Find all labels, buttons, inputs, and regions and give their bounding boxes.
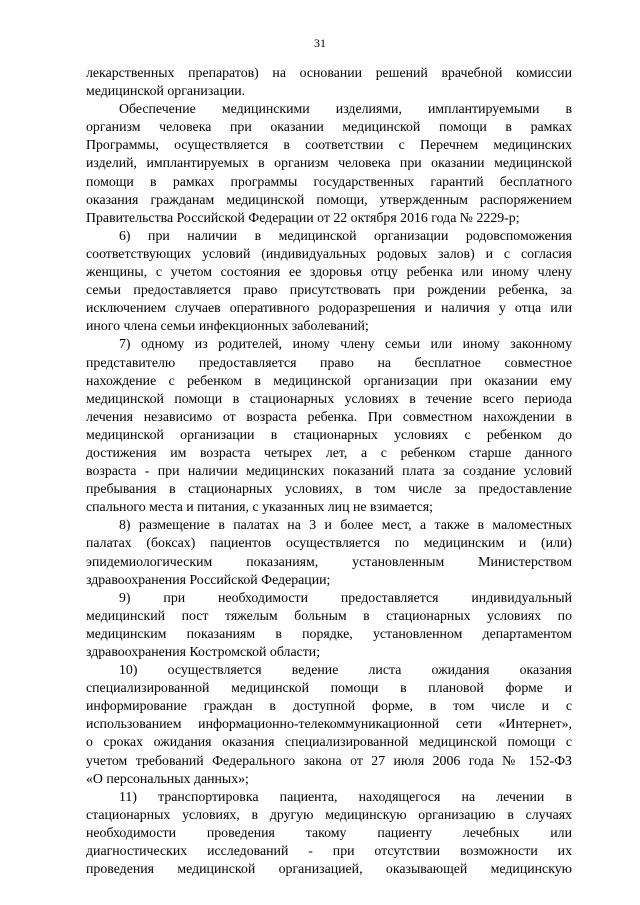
text-line: 10) осуществляется ведение листа ожидания оказания [119,662,572,678]
text-line: соответствующих условий (индивидуальных родовых залов) и с согласия [86,245,572,261]
text-line: 8) размещение в палатах на 3 и более мест, а также в маломестных [119,517,572,533]
text-line: лечения независимо от возраста ребенка. При совместном нахождении в [86,408,572,424]
text-line: «О персональных данных»; [86,770,249,786]
text-line: семьи предоставляется право присутствовать при рождении ребенка, за [86,282,572,298]
text-line: 11) транспортировка пациента, находящегося на лечении в [119,788,572,804]
text-line: информирование граждан в доступной форме, в том числе и с [86,698,572,714]
text-line: стационарных условиях, в другую медицинскую организацию в случаях [86,806,572,822]
text-line: Программы, осуществляется в соответствии с Перечнем медицинских [86,137,572,153]
text-line: Обеспечение медицинскими изделиями, имплантируемыми в [119,101,572,117]
text-line: изделий, имплантируемых в организм человека при оказании медицинской [86,155,572,171]
text-line: исключением случаев оперативного родоразрешения и наличия у отца или [86,300,572,316]
text-line: медицинской помощи в стационарных условиях в течение всего периода [86,390,572,406]
page-number: 31 [314,36,326,50]
text-line: диагностических исследований - при отсутствии возможности их [86,843,572,859]
text-line: спального места и питания, с указанных лиц не взимается; [86,499,433,515]
text-line: лекарственных препаратов) на основании решений врачебной комиссии [86,65,572,80]
text-line: достижения им возраста четырех лет, а с ребенком старше данного [86,444,572,460]
document-body [86,64,572,878]
text-line: возраста - при наличии медицинских показаний плата за создание условий [86,463,572,479]
text-line: медицинской организации в стационарных условиях с ребенком до [86,426,572,442]
text-line: оказания гражданам медицинской помощи, утвержденным распоряжением [86,191,572,207]
text-line: здравоохранения Российской Федерации; [86,571,331,587]
text-line: иного члена семьи инфекционных заболеваний; [86,318,369,334]
text-line: помощи в рамках программы государственных гарантий бесплатного [86,173,572,189]
text-line: 6) при наличии в медицинской организации родовспоможения [119,227,572,243]
text-line: здравоохранения Костромской области; [86,644,321,659]
text-line: использованием информационно-телекоммуникационной сети «Интернет», [86,716,572,732]
text-line: необходимости проведения такому пациенту лечебных или [86,824,572,840]
text-line: медицинский пост тяжелым больным в стационарных условиях по [86,607,572,623]
text-line: 9) при необходимости предоставляется индивидуальный [119,589,572,605]
text-line: нахождение с ребенком в медицинской организации при оказании ему [86,372,572,388]
text-line: учетом требований Федерального закона от 27 июля 2006 года № 152-ФЗ [86,752,572,768]
text-line: палатах (боксах) пациентов осуществляется по медицинским и (или) [86,535,572,551]
text-line: медицинской организации. [86,83,246,99]
text-line: 7) одному из родителей, иному члену семьи или иному законному [119,336,572,352]
text-line: женщины, с учетом состояния ее здоровья отцу ребенка или иному члену [86,264,572,280]
text-line: проведения медицинской организацией, оказывающей медицинскую [86,861,572,877]
text-line: о сроках ожидания оказания специализированной медицинской помощи с [86,734,572,750]
text-line: Правительства Российской Федерации от 22 октября 2016 года № 2229-р; [86,209,520,225]
text-line: эпидемиологическим показаниям, установленным Министерством [86,553,572,569]
text-line: организм человека при оказании медицинской помощи в рамках [86,119,572,135]
text-line: представителю предоставляется право на бесплатное совместное [86,354,572,370]
text-line: пребывания в стационарных условиях, в том числе за предоставление [86,481,572,497]
text-line: медицинским показаниям в порядке, установленном департаментом [86,625,572,641]
text-line: специализированной медицинской помощи в плановой форме и [86,680,572,696]
